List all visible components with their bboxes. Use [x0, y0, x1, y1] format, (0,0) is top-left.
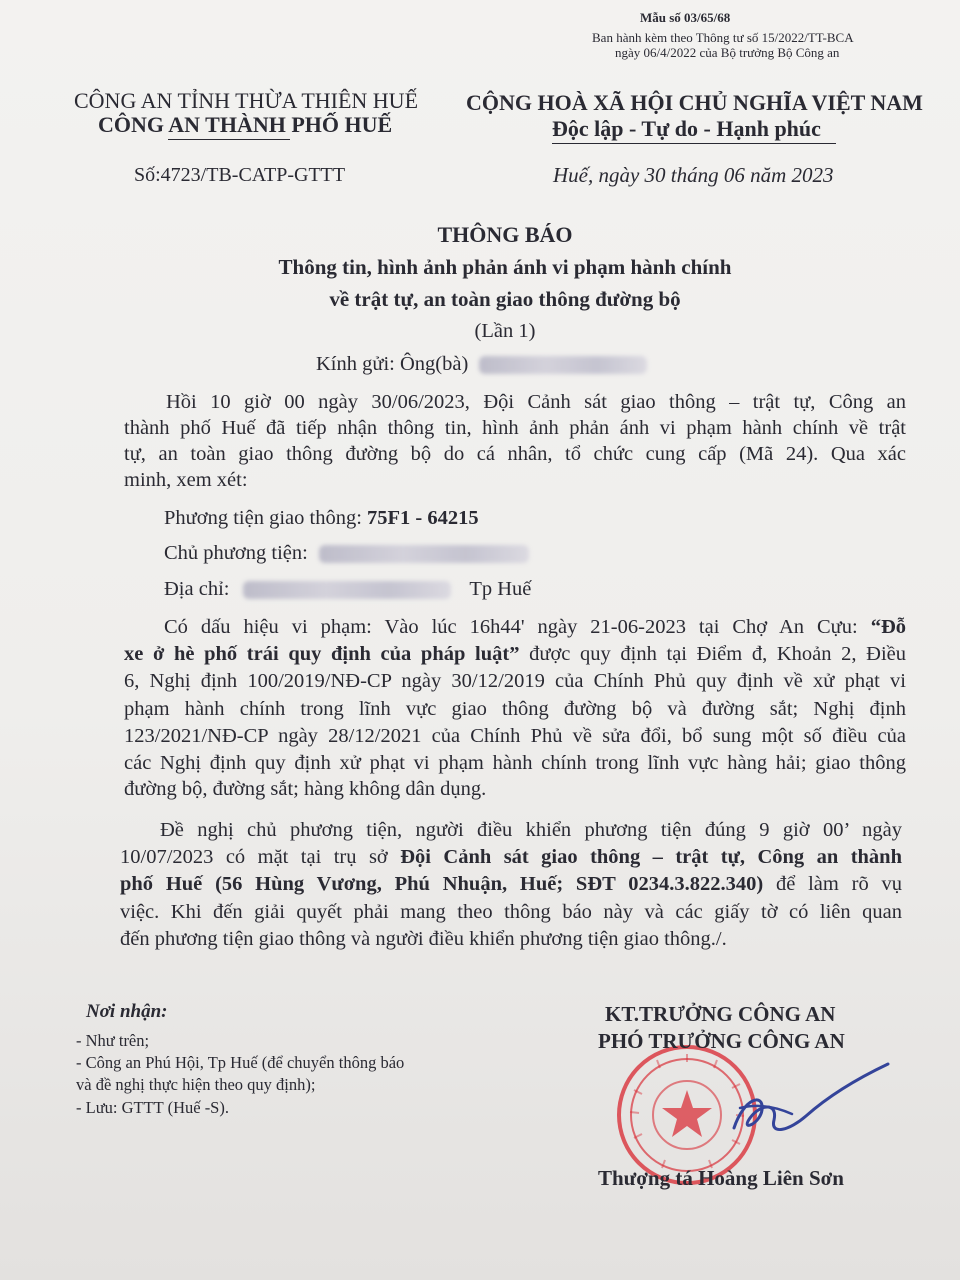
signer-role-2: PHÓ TRƯỞNG CÔNG AN: [598, 1029, 845, 1053]
violation-line-6: các Nghị định quy định xử phạt vi phạm hành chính trong lĩnh vực hàng hải; giao thông: [124, 752, 906, 774]
paragraph-1-line-4: minh, xem xét:: [124, 469, 248, 491]
handwritten-signature: [720, 1058, 900, 1148]
request-line-5: đến phương tiện giao thông và người điều khiển phương tiện giao thông./.: [120, 928, 727, 950]
request-office: Đội Cảnh sát giao thông – trật tự, Công an thành: [400, 846, 902, 868]
owner-line: [164, 542, 529, 565]
signer-role-1: KT.TRƯỞNG CÔNG AN: [605, 1002, 836, 1026]
receiver-item: - Công an Phú Hội, Tp Huế (để chuyển thông báo: [76, 1053, 405, 1072]
motto-underline: [552, 143, 836, 144]
notice-subtitle-1: Thông tin, hình ảnh phản ánh vi phạm hành chính: [278, 255, 732, 279]
agency-underline: [168, 139, 290, 140]
request-purpose: để làm rõ vụ: [763, 873, 902, 895]
vehicle-line: [164, 507, 479, 530]
redacted-recipient: [479, 356, 647, 374]
owner-label: Chủ phương tiện:: [164, 542, 308, 564]
form-reference-line-1: Ban hành kèm theo Thông tư số 15/2022/TT-BCA: [592, 30, 854, 45]
vehicle-plate: 75F1 - 64215: [367, 507, 479, 529]
request-line-1: Đề nghị chủ phương tiện, người điều khiển phương tiện đúng 9 giờ 00’ ngày: [160, 819, 902, 841]
request-office-address: phố Huế (56 Hùng Vương, Phú Nhuận, Huế; SĐT 0234.3.822.340): [120, 873, 764, 895]
request-line-2: [120, 846, 902, 869]
document-number: Số:4723/TB-CATP-GTTT: [134, 164, 346, 186]
violation-quote: xe ở hè phố trái quy định của pháp luật”: [124, 643, 520, 665]
request-appointment: 10/07/2023 có mặt tại trụ sở: [120, 846, 401, 868]
paragraph-1-line-3: tự, an toàn giao thông đường bộ do cá nhân, tổ chức cung cấp (Mã 24). Qua xác: [124, 443, 906, 465]
recipient-label: Kính gửi: Ông(bà): [316, 353, 469, 375]
form-reference-line-2: ngày 06/4/2022 của Bộ trưởng Bộ Công an: [615, 45, 840, 60]
notice-attempt: (Lần 1): [474, 320, 536, 342]
notice-title: THÔNG BÁO: [437, 222, 573, 247]
redacted-address: [243, 581, 451, 599]
violation-line-5: 123/2021/NĐ-CP ngày 28/12/2021 của Chính Phủ về sửa đổi, bổ sung một số điều của: [124, 725, 906, 747]
place-date: Huế, ngày 30 tháng 06 năm 2023: [553, 163, 834, 187]
signer-name: Thượng tá Hoàng Liên Sơn: [598, 1166, 844, 1190]
receiver-item: - Lưu: GTTT (Huế -S).: [76, 1098, 229, 1117]
form-code: Mẫu số 03/65/68: [640, 10, 731, 25]
violation-prefix: Có dấu hiệu vi phạm: Vào lúc 16h44' ngày 21-06-2023 tại Chợ An Cựu:: [164, 616, 871, 638]
request-line-3: [120, 873, 902, 896]
paragraph-1-line-2: thành phố Huế đã tiếp nhận thông tin, hình ảnh phản ánh vi phạm hành chính về trật: [124, 417, 906, 439]
violation-line-4: phạm hành chính trong lĩnh vực giao thông đường bộ và đường sắt; Nghị định: [124, 698, 906, 720]
receiver-item: - Như trên;: [76, 1031, 150, 1050]
request-line-4: việc. Khi đến giải quyết phải mang theo thông báo này và các giấy tờ có liên quan: [120, 901, 902, 923]
violation-line-2: [124, 643, 906, 666]
paragraph-1-line-1: Hồi 10 giờ 00 ngày 30/06/2023, Đội Cảnh sát giao thông – trật tự, Công an: [166, 391, 906, 413]
receiver-item: và đề nghị thực hiện theo quy định);: [76, 1075, 316, 1094]
violation-line-1: [164, 616, 906, 639]
nation-motto: Độc lập - Tự do - Hạnh phúc: [552, 116, 821, 141]
address-label: Địa chỉ:: [164, 578, 230, 600]
agency-parent: CÔNG AN TỈNH THỪA THIÊN HUẾ: [74, 88, 419, 113]
vehicle-label: Phương tiện giao thông:: [164, 507, 362, 529]
violation-line-3: 6, Nghị định 100/2019/NĐ-CP ngày 30/12/2019 của Chính Phủ quy định về xử phạt vi: [124, 670, 906, 692]
violation-line-7: đường bộ, đường sắt; hàng không dân dụng.: [124, 778, 487, 800]
agency-name: CÔNG AN THÀNH PHỐ HUẾ: [98, 112, 393, 137]
address-line: [164, 578, 531, 601]
recipient-line: [316, 353, 647, 376]
receivers-label: Nơi nhận:: [86, 1001, 168, 1022]
notice-subtitle-2: về trật tự, an toàn giao thông đường bộ: [329, 287, 681, 311]
violation-legal-basis: được quy định tại Điểm đ, Khoản 2, Điều: [519, 643, 906, 665]
nation-name: CỘNG HOÀ XÃ HỘI CHỦ NGHĨA VIỆT NAM: [466, 90, 923, 115]
violation-quote-start: “Đỗ: [870, 616, 906, 638]
redacted-owner: [319, 545, 529, 563]
address-city: Tp Huế: [469, 578, 532, 600]
